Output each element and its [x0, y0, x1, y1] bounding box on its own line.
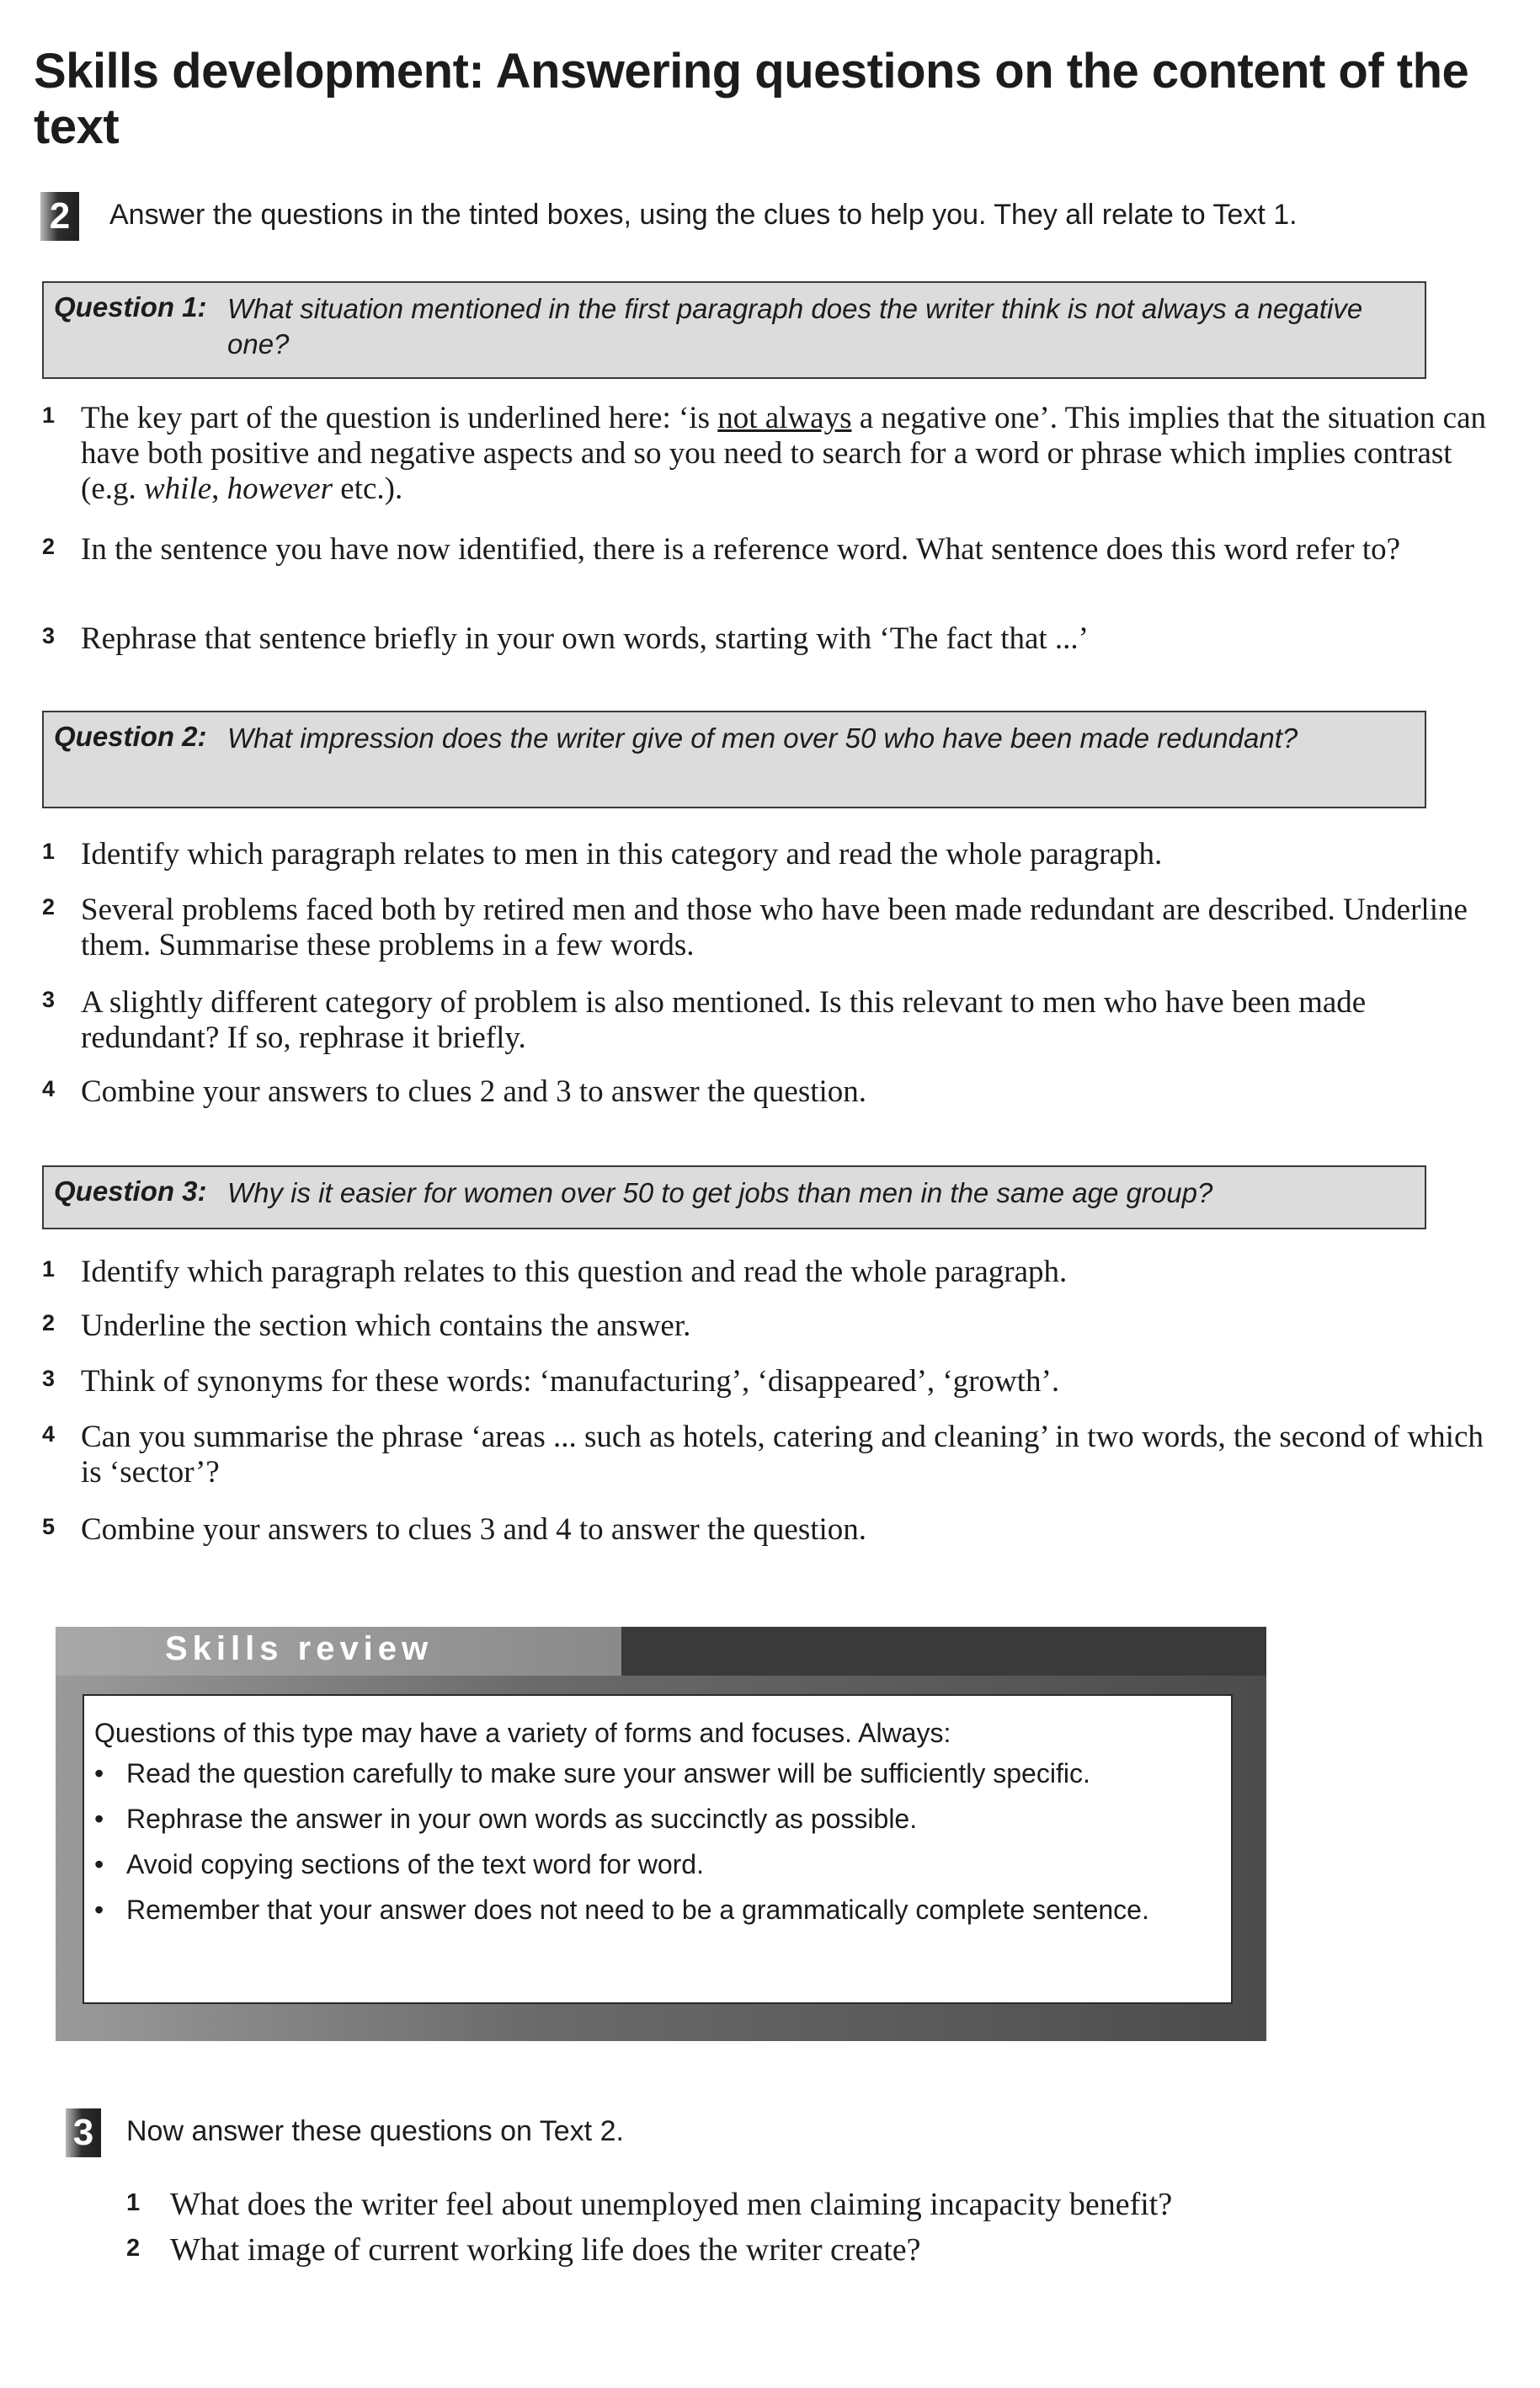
clue-number: 5	[42, 1514, 56, 1539]
page-title: Skills development: Answering questions on the content of the text	[34, 44, 1469, 154]
list-item	[126, 2231, 1389, 2277]
question-text: What impression does the writer give of men over 50 who have been made redundant?	[227, 722, 1298, 754]
question-text: What situation mentioned in the first paragraph does the writer think is not always a negative one?	[227, 293, 1363, 360]
italic-word: however	[226, 472, 333, 506]
bullet-icon: •	[94, 1849, 104, 1879]
task-instruction: Answer the questions in the tinted boxes, using the clues to help you. They all relate to Text 1.	[109, 199, 1298, 231]
skills-review-panel	[83, 1694, 1233, 2004]
list-item-text: Read the question carefully to make sure your answer will be sufficiently specific.	[126, 1758, 1090, 1788]
list-item	[84, 1802, 1212, 1836]
list-item	[84, 1756, 1212, 1790]
task-3-questions	[126, 2186, 1389, 2277]
clue-number: 4	[42, 1421, 56, 1447]
clue-text: Several problems faced both by retired men and those who have been made redundant are described. Underline them. Summarise these problems in a few words.	[81, 893, 1468, 962]
clue-text: Can you summarise the phrase ‘areas ... such as hotels, catering and cleaning’ in two words, the second of which is ‘sector’?	[81, 1420, 1484, 1490]
bullet-icon: •	[94, 1804, 104, 1834]
list-item-text: Avoid copying sections of the text word for word.	[126, 1849, 704, 1879]
clue-text: The key part of the question is underlined here: ‘is not always a negative one’. This implies that the situation can have both positive and negative aspects and so you need to search for a word or phrase which implies contrast (e.g. while, however etc.).	[81, 401, 1487, 506]
clue-text: Combine your answers to clues 3 and 4 to answer the question.	[81, 1512, 867, 1547]
skills-review-title: Skills review	[165, 1630, 434, 1667]
list-item-text: Rephrase the answer in your own words as succinctly as possible.	[126, 1804, 918, 1834]
clue-number: 2	[42, 1310, 56, 1335]
clue-text: Identify which paragraph relates to this question and read the whole paragraph.	[81, 1255, 1068, 1289]
question-text: Why is it easier for women over 50 to get jobs than men in the same age group?	[227, 1177, 1213, 1208]
clue-number: 1	[42, 1256, 56, 1282]
question-label: Question 3:	[54, 1175, 207, 1207]
item-number: 1	[126, 2189, 141, 2216]
list-item	[84, 1847, 1212, 1881]
clue-number: 3	[42, 1366, 56, 1391]
clue-text: Underline the section which contains the answer.	[81, 1309, 691, 1343]
italic-word: while	[144, 472, 212, 506]
clue-number: 3	[42, 623, 56, 648]
question-label: Question 1:	[54, 291, 207, 322]
bullet-icon: •	[94, 1758, 104, 1788]
clue-number: 1	[42, 839, 56, 864]
task-instruction: Now answer these questions on Text 2.	[126, 2115, 624, 2147]
clue-text: Rephrase that sentence briefly in your own words, starting with ‘The fact that ...’	[81, 621, 1090, 656]
clue-text: Think of synonyms for these words: ‘manufacturing’, ‘disappeared’, ‘growth’.	[81, 1364, 1060, 1399]
clue-text: Combine your answers to clues 2 and 3 to answer the question.	[81, 1074, 867, 1109]
question-label: Question 2:	[54, 721, 207, 752]
clue-number: 4	[42, 1076, 56, 1101]
list-item	[84, 1893, 1212, 1927]
underlined-phrase: not always	[717, 401, 852, 435]
task-number-badge: 3	[66, 2108, 101, 2157]
clue-number: 3	[42, 987, 56, 1012]
skills-review-intro: Questions of this type may have a variety of forms and focuses. Always:	[94, 1718, 951, 1748]
clue-text: A slightly different category of problem is also mentioned. Is this relevant to men who have been made redundant? If so, rephrase it briefly.	[81, 985, 1367, 1055]
list-item-text: Remember that your answer does not need to be a grammatically complete sentence.	[126, 1895, 1149, 1925]
item-text: What image of current working life does the writer create?	[170, 2232, 921, 2268]
question-box-1	[42, 281, 1426, 379]
skills-review-header-bar	[621, 1627, 1266, 1676]
question-box-2	[42, 711, 1426, 808]
list-item	[126, 2186, 1389, 2231]
task-number-badge: 2	[40, 192, 79, 241]
clue-text: In the sentence you have now identified, there is a reference word. What sentence does this word refer to?	[81, 532, 1401, 567]
clue-number: 1	[42, 402, 56, 428]
bullet-icon: •	[94, 1895, 104, 1925]
question-box-3	[42, 1165, 1426, 1229]
clue-text: Identify which paragraph relates to men in this category and read the whole paragraph.	[81, 837, 1163, 872]
skills-review-list	[84, 1756, 1212, 1938]
clue-number: 2	[42, 534, 56, 559]
clue-number: 2	[42, 894, 56, 919]
item-text: What does the writer feel about unemployed men claiming incapacity benefit?	[170, 2187, 1173, 2222]
item-number: 2	[126, 2235, 141, 2262]
